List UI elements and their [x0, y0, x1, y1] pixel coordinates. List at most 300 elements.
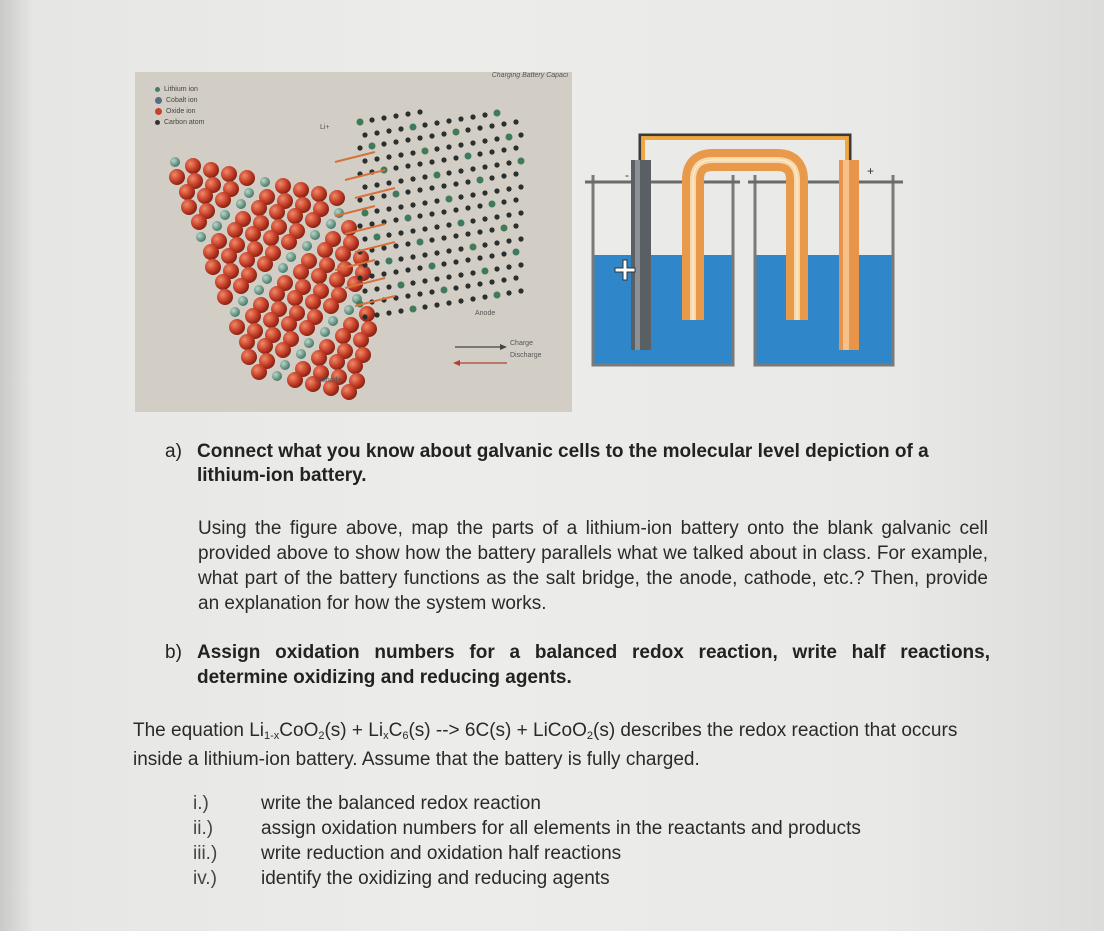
carbon-atom-particle [489, 175, 494, 180]
carbon-atom-particle [369, 273, 374, 278]
carbon-atom-particle [453, 181, 458, 186]
oxide-ion-particle [203, 162, 219, 178]
minus-sign-label: - [625, 168, 629, 182]
carbon-atom-particle [446, 118, 451, 123]
carbon-atom-particle [446, 274, 451, 279]
carbon-atom-particle [374, 156, 379, 161]
carbon-atom-particle [506, 290, 511, 295]
oxide-ion-particle [257, 256, 273, 272]
carbon-atom-particle [374, 208, 379, 213]
carbon-atom-particle [458, 142, 463, 147]
carbon-atom-particle [441, 131, 446, 136]
equation-subscript: 6 [402, 730, 409, 742]
oxide-ion-particle [239, 252, 255, 268]
oxide-ion-particle [227, 222, 243, 238]
lithium-ion-particle [410, 306, 417, 313]
lithium-ion-particle [506, 134, 513, 141]
oxide-ion-particle [233, 278, 249, 294]
carbon-atom-particle [393, 243, 398, 248]
lithium-ion-particle [369, 143, 376, 150]
lithium-ion-particle [518, 158, 525, 165]
carbon-atom-particle [518, 132, 523, 137]
carbon-atom-particle [513, 275, 518, 280]
carbon-atom-particle [518, 262, 523, 267]
lithium-ion-battery-figure [135, 72, 572, 412]
lithium-ion-particle [302, 241, 312, 251]
carbon-atom-particle [446, 300, 451, 305]
carbon-atom-particle [513, 145, 518, 150]
carbon-atom-particle [489, 123, 494, 128]
carbon-atom-particle [374, 286, 379, 291]
carbon-atom-particle [362, 314, 367, 319]
lithium-ion-particle [272, 371, 282, 381]
lithium-ion-particle [386, 258, 393, 265]
carbon-atom-particle [482, 138, 487, 143]
oxide-ion-particle [287, 208, 303, 224]
equation-text: (s) --> 6C(s) + LiCoO [408, 720, 587, 741]
legend-label: Lithium ion [164, 86, 198, 93]
equation-paragraph [133, 719, 993, 772]
carbon-atom-particle [513, 197, 518, 202]
carbon-atom-particle [470, 140, 475, 145]
oxide-ion-particle [269, 286, 285, 302]
carbon-atom-particle [441, 157, 446, 162]
carbon-atom-particle [398, 256, 403, 261]
legend-label: Carbon atom [164, 119, 205, 126]
carbon-atom-particle [405, 137, 410, 142]
carbon-atom-particle [513, 119, 518, 124]
oxide-ion-particle [323, 298, 339, 314]
lithium-ion-particle [434, 172, 441, 179]
lithium-ion-particle [310, 230, 320, 240]
carbon-atom-particle [434, 302, 439, 307]
carbon-atom-particle [458, 116, 463, 121]
carbon-atom-particle [393, 165, 398, 170]
list-item [193, 866, 993, 891]
carbon-atom-particle [489, 253, 494, 258]
lithium-ion-particle [494, 110, 501, 117]
equation-text: C [388, 720, 403, 741]
oxide-ion-particle [281, 234, 297, 250]
question-title: Connect what you know about galvanic cells to the molecular level depiction of a lithium-ion battery. [197, 441, 929, 486]
carbon-atom-particle [465, 205, 470, 210]
carbon-atom-particle [489, 149, 494, 154]
carbon-atom-particle [446, 248, 451, 253]
carbon-atom-particle [422, 174, 427, 179]
oxide-ion-particle [287, 290, 303, 306]
carbon-atom-particle [518, 210, 523, 215]
oxide-ion-particle [329, 190, 345, 206]
lithium-ion-particle [477, 177, 484, 184]
carbon-atom-particle [506, 212, 511, 217]
lithium-ion-particle [429, 263, 436, 270]
carbon-atom-particle [494, 266, 499, 271]
lithium-ion-particle [465, 153, 472, 160]
lithium-ion-particle [494, 292, 501, 299]
carbon-atom-particle [417, 265, 422, 270]
carbon-atom-particle [398, 308, 403, 313]
lithium-ion-particle [374, 234, 381, 241]
carbon-atom-particle [494, 136, 499, 141]
lithium-ion-particle [328, 316, 338, 326]
equation-subscript: 2 [586, 730, 593, 742]
oxide-ion-particle [221, 248, 237, 264]
oxide-ion-particle [347, 358, 363, 374]
list-item-number: ii.) [193, 818, 214, 839]
oxide-ion-particle [197, 188, 213, 204]
list-item-text: assign oxidation numbers for all elements in the reactants and products [261, 818, 861, 839]
carbon-atom-particle [405, 111, 410, 116]
carbon-atom-particle [458, 246, 463, 251]
lithium-dot-icon [155, 87, 160, 92]
carbon-atom-particle [381, 115, 386, 120]
carbon-atom-particle [501, 173, 506, 178]
oxide-ion-particle [263, 312, 279, 328]
carbon-atom-particle [470, 296, 475, 301]
carbon-atom-particle [441, 183, 446, 188]
oxide-ion-particle [311, 268, 327, 284]
list-item [193, 816, 993, 841]
carbon-atom-particle [501, 199, 506, 204]
legend-item [155, 84, 204, 95]
carbon-atom-particle [422, 226, 427, 231]
carbon-atom-particle [477, 151, 482, 156]
carbon-atom-particle [417, 187, 422, 192]
anode-label: Anode [475, 310, 496, 317]
oxide-ion-particle [205, 259, 221, 275]
oxide-ion-particle [221, 166, 237, 182]
oxide-ion-particle [251, 364, 267, 380]
lithium-ion-particle [501, 225, 508, 232]
legend-item [155, 117, 204, 128]
lithium-ion-particle [513, 249, 520, 256]
carbon-atom-particle [494, 162, 499, 167]
lithium-ion-particle [470, 244, 477, 251]
oxide-ion-particle [305, 212, 321, 228]
carbon-atom-particle [434, 120, 439, 125]
lithium-ion-particle [422, 148, 429, 155]
carbon-atom-particle [465, 257, 470, 262]
carbon-atom-particle [410, 254, 415, 259]
charge-label: Charge [510, 340, 533, 347]
carbon-atom-particle [393, 113, 398, 118]
carbon-atom-particle [398, 126, 403, 131]
carbon-atom-particle [422, 278, 427, 283]
carbon-atom-particle [386, 232, 391, 237]
carbon-atom-particle [405, 163, 410, 168]
oxide-ion-particle [335, 328, 351, 344]
carbon-atom-particle [410, 202, 415, 207]
oxide-ion-particle [185, 158, 201, 174]
carbon-atom-particle [501, 147, 506, 152]
carbon-atom-particle [429, 133, 434, 138]
carbon-atom-particle [369, 195, 374, 200]
equation-subscript: 1-x [264, 730, 280, 742]
lithium-ion-particle [230, 307, 240, 317]
carbon-atom-particle [422, 200, 427, 205]
oxide-ion-particle [269, 204, 285, 220]
carbon-atom-particle [410, 176, 415, 181]
carbon-atom-particle [422, 122, 427, 127]
carbon-atom-particle [386, 206, 391, 211]
carbon-atom-particle [386, 310, 391, 315]
carbon-atom-particle [441, 235, 446, 240]
carbon-atom-particle [482, 216, 487, 221]
carbon-atom-particle [386, 154, 391, 159]
galvanic-cell-figure [585, 120, 905, 370]
carbon-atom-particle [518, 236, 523, 241]
carbon-atom-particle [513, 171, 518, 176]
carbon-atom-particle [374, 130, 379, 135]
oxide-ion-particle [293, 182, 309, 198]
carbon-atom-particle [458, 272, 463, 277]
list-item-text: write reduction and oxidation half reactions [261, 843, 622, 864]
carbon-atom-particle [477, 229, 482, 234]
lithium-ion-particle [296, 349, 306, 359]
lithium-ion-particle [304, 338, 314, 348]
carbon-atom-particle [386, 128, 391, 133]
oxide-ion-particle [275, 342, 291, 358]
carbon-atom-particle [410, 150, 415, 155]
lithium-ion-particle [446, 196, 453, 203]
lithium-ion-particle [417, 239, 424, 246]
lithium-ion-particle [405, 215, 412, 222]
carbon-atom-particle [417, 135, 422, 140]
carbon-atom-particle [369, 117, 374, 122]
carbon-atom-particle [477, 281, 482, 286]
oxide-ion-particle [293, 264, 309, 280]
carbon-atom-particle [506, 238, 511, 243]
oxide-ion-particle [239, 334, 255, 350]
carbon-atom-particle [362, 236, 367, 241]
oxide-ion-particle [335, 246, 351, 262]
carbon-atom-particle [381, 193, 386, 198]
carbon-atom-particle [405, 241, 410, 246]
plus-sign-label: + [867, 164, 875, 178]
carbon-atom-particle [374, 182, 379, 187]
carbon-atom-particle [482, 112, 487, 117]
oxide-ion-particle [257, 338, 273, 354]
oxide-ion-particle [215, 192, 231, 208]
question-a-paragraph: Using the figure above, map the parts of a lithium-ion battery onto the blank galvanic cell provided above to show how the battery parallels what we talked about in class. For example, what part of the battery functions as the salt bridge, the anode, cathode, etc.? Then, provide an explanation for how the system works. [198, 518, 988, 614]
oxide-ion-particle [239, 170, 255, 186]
carbon-atom-particle [470, 218, 475, 223]
carbon-atom-particle [465, 179, 470, 184]
carbon-atom-particle [465, 127, 470, 132]
carbon-atom-particle [405, 189, 410, 194]
carbon-atom-particle [453, 155, 458, 160]
carbon-atom-particle [374, 260, 379, 265]
oxide-ion-particle [329, 272, 345, 288]
list-item [193, 791, 993, 816]
carbon-atom-particle [417, 213, 422, 218]
list-item-number: i.) [193, 793, 209, 814]
oxide-dot-icon [155, 108, 162, 115]
oxide-ion-particle [263, 230, 279, 246]
carbon-atom-particle [458, 168, 463, 173]
carbon-atom-particle [465, 231, 470, 236]
oxide-ion-particle [305, 294, 321, 310]
carbon-atom-particle [501, 251, 506, 256]
carbon-atom-particle [446, 222, 451, 227]
equation-subscript: x [383, 730, 389, 742]
figure-legend [155, 84, 204, 128]
carbon-atom-particle [501, 121, 506, 126]
carbon-atom-particle [494, 188, 499, 193]
carbon-atom-particle [429, 289, 434, 294]
lithium-ion-particle [453, 129, 460, 136]
carbon-atom-particle [405, 293, 410, 298]
lithium-ion-particle [362, 210, 369, 217]
carbon-atom-particle [422, 304, 427, 309]
carbon-atom-particle [501, 277, 506, 282]
carbon-atom-particle [513, 223, 518, 228]
oxide-ion-particle [311, 350, 327, 366]
carbon-atom-particle [453, 259, 458, 264]
carbon-atom-particle [441, 261, 446, 266]
lithium-ion-particle [170, 157, 180, 167]
list-item-text: identify the oxidizing and reducing agents [261, 868, 610, 889]
list-item-number: iv.) [193, 868, 217, 889]
lithium-ion-particle [482, 268, 489, 275]
carbon-atom-particle [410, 280, 415, 285]
carbon-atom-particle [393, 139, 398, 144]
carbon-atom-particle [398, 152, 403, 157]
lithium-ion-particle [458, 220, 465, 227]
list-item-number: iii.) [193, 843, 218, 864]
oxide-ion-particle [359, 306, 375, 322]
oxide-ion-particle [251, 200, 267, 216]
carbon-atom-particle [470, 192, 475, 197]
oxide-ion-particle [353, 332, 369, 348]
carbon-atom-particle [434, 276, 439, 281]
question-letter: b) [165, 642, 182, 663]
carbon-atom-particle [506, 186, 511, 191]
carbon-atom-particle [477, 125, 482, 130]
carbon-atom-particle [458, 298, 463, 303]
carbon-atom-particle [429, 211, 434, 216]
carbon-atom-particle [393, 217, 398, 222]
lithium-ion-particle [196, 232, 206, 242]
oxide-ion-particle [245, 308, 261, 324]
carbon-atom-particle [470, 270, 475, 275]
carbon-atom-particle [506, 264, 511, 269]
carbon-atom-particle [494, 240, 499, 245]
carbon-atom-particle [470, 166, 475, 171]
oxide-ion-particle [217, 289, 233, 305]
oxide-ion-particle [191, 214, 207, 230]
carbon-atom-particle [477, 203, 482, 208]
oxide-ion-particle [311, 186, 327, 202]
lithium-ion-particle [357, 119, 364, 126]
task-list [193, 791, 993, 891]
carbon-atom-particle [482, 190, 487, 195]
carbon-atom-particle [405, 267, 410, 272]
carbon-atom-particle [518, 184, 523, 189]
lithium-ion-particle [254, 285, 264, 295]
lithium-ion-particle [320, 327, 330, 337]
legend-item [155, 95, 204, 106]
oxide-ion-particle [317, 242, 333, 258]
carbon-atom-particle [374, 312, 379, 317]
lithium-ion-particle [441, 287, 448, 294]
oxide-ion-particle [181, 199, 197, 215]
oxide-ion-particle [241, 349, 257, 365]
carbon-atom-particle [362, 184, 367, 189]
carbon-atom-particle [453, 285, 458, 290]
li-ion-label: Li+ [320, 124, 330, 131]
carbon-atom-particle [506, 160, 511, 165]
carbon-atom-particle [489, 279, 494, 284]
carbon-atom-particle [357, 145, 362, 150]
carbon-atom-particle [410, 228, 415, 233]
lithium-ion-particle [410, 124, 417, 131]
carbon-atom-particle [429, 159, 434, 164]
oxide-ion-particle [203, 244, 219, 260]
carbon-atom-particle [453, 207, 458, 212]
oxide-ion-particle [281, 316, 297, 332]
equation-text: CoO [279, 720, 319, 741]
oxide-ion-particle [329, 354, 345, 370]
carbon-atom-particle [398, 230, 403, 235]
carbon-atom-particle [477, 255, 482, 260]
list-item [193, 841, 993, 866]
carbon-atom-particle [494, 214, 499, 219]
oxide-ion-particle [169, 169, 185, 185]
carbon-atom-particle [386, 180, 391, 185]
lithium-ion-particle [212, 221, 222, 231]
question-b-heading [165, 640, 990, 690]
lithium-ion-particle [220, 210, 230, 220]
lithium-ion-particle [286, 252, 296, 262]
lithium-ion-particle [326, 219, 336, 229]
carbon-atom-particle [458, 194, 463, 199]
lithium-ion-particle [236, 199, 246, 209]
oxide-ion-particle [215, 274, 231, 290]
carbon-atom-particle [482, 294, 487, 299]
lithium-ion-particle [238, 296, 248, 306]
carbon-atom-particle [362, 158, 367, 163]
lithium-ion-particle [344, 305, 354, 315]
carbon-atom-particle [482, 242, 487, 247]
carbon-atom-particle [357, 275, 362, 280]
lithium-ion-particle [278, 263, 288, 273]
carbon-atom-particle [417, 161, 422, 166]
question-a-heading [165, 440, 990, 488]
list-item-text: write the balanced redox reaction [261, 793, 541, 814]
carbon-atom-particle [465, 283, 470, 288]
equation-subscript: 2 [318, 730, 325, 742]
lithium-ion-particle [489, 201, 496, 208]
carbon-atom-particle [441, 209, 446, 214]
oxide-ion-particle [245, 226, 261, 242]
lithium-ion-particle [393, 191, 400, 198]
cobalt-dot-icon [155, 97, 162, 104]
lithium-ion-particle [260, 177, 270, 187]
legend-label: Cobalt ion [166, 97, 198, 104]
carbon-atom-particle [386, 284, 391, 289]
oxide-ion-particle [287, 372, 303, 388]
equation-text: (s) + Li [324, 720, 384, 741]
carbon-atom-particle [381, 141, 386, 146]
carbon-atom-particle [518, 288, 523, 293]
lithium-ion-particle [280, 360, 290, 370]
carbon-atom-particle [434, 250, 439, 255]
carbon-atom-particle [357, 223, 362, 228]
carbon-atom-particle [446, 170, 451, 175]
carbon-atom-particle [446, 144, 451, 149]
oxide-ion-particle [275, 178, 291, 194]
